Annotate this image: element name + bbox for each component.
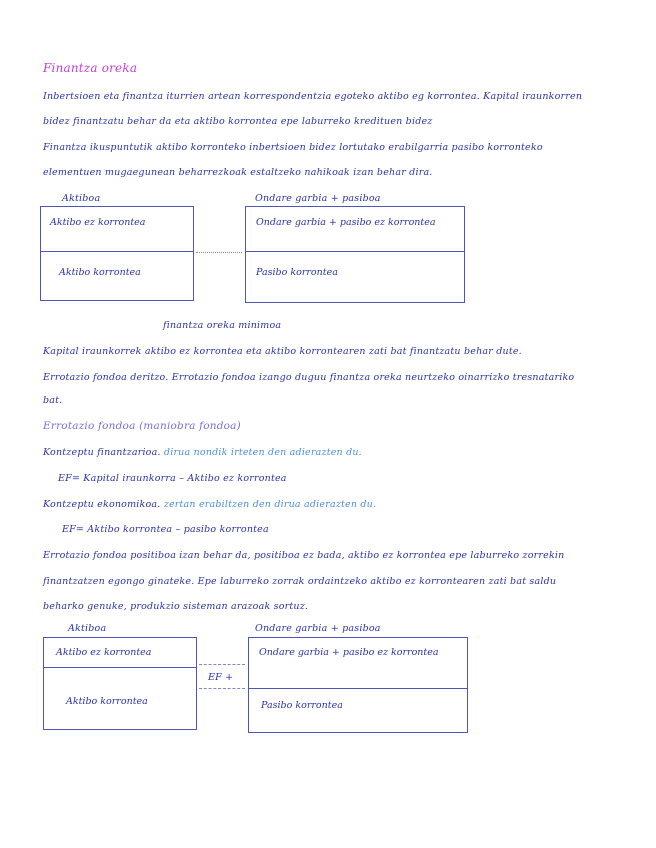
divider <box>41 251 193 252</box>
page-title: Finantza oreka <box>43 61 138 75</box>
diagram2-left-box <box>43 637 197 730</box>
diagram1-left-box <box>40 206 194 301</box>
paragraph-line: beharko genuke, produkzio sisteman arazoak sortuz. <box>43 601 309 612</box>
definition-description: dirua nondik irteten den adierazten du. <box>163 447 362 458</box>
diagram1-dotted-connector <box>196 252 242 253</box>
diagram1-right-header: Ondare garbia + pasiboa <box>255 193 381 204</box>
diagram2-right-bottom: Pasibo korrontea <box>261 700 343 711</box>
diagram1-caption: finantza oreka minimoa <box>163 320 282 331</box>
ef-label: EF + <box>208 672 234 683</box>
paragraph-line: Kapital iraunkorrek aktibo ez korrontea eta aktibo korrontearen zati bat finantzatu behar dute. <box>43 346 522 357</box>
diagram1-right-box <box>245 206 465 303</box>
paragraph-line: bidez finantzatu behar da eta aktibo korrontea epe laburreko kredituen bidez <box>43 116 433 127</box>
definition-1 <box>43 447 362 459</box>
definition-term: Kontzeptu finantzarioa. <box>43 447 161 458</box>
formula-2: EF= Aktibo korrontea – pasibo korrontea <box>62 524 269 535</box>
paragraph-line: Errotazio fondoa positiboa izan behar da, positiboa ez bada, aktibo ez korrontea epe laburreko zorrekin <box>43 550 565 561</box>
diagram1-left-header: Aktiboa <box>62 193 101 204</box>
section-subtitle: Errotazio fondoa (maniobra fondoa) <box>43 420 241 432</box>
definition-term: Kontzeptu ekonomikoa. <box>43 499 161 510</box>
paragraph-line: bat. <box>43 395 63 406</box>
ef-dashed-line-bottom <box>199 688 245 689</box>
diagram1-left-top: Aktibo ez korrontea <box>50 217 146 228</box>
ef-dashed-line-top <box>199 664 245 665</box>
paragraph-line: finantzatzen egongo ginateke. Epe laburreko zorrak ordaintzeko aktibo ez korrontearen zati bat saldu <box>43 576 557 587</box>
divider <box>44 667 196 668</box>
diagram2-left-bottom: Aktibo korrontea <box>66 696 148 707</box>
formula-1: EF= Kapital iraunkorra – Aktibo ez korrontea <box>58 473 287 484</box>
divider <box>246 251 464 252</box>
paragraph-line: Finantza ikuspuntutik aktibo korronteko inbertsioen bidez lortutako erabilgarria pasibo korronteko <box>43 142 543 153</box>
definition-2 <box>43 499 376 511</box>
diagram2-left-header: Aktiboa <box>68 623 107 634</box>
diagram2-right-box <box>248 637 468 733</box>
diagram1-left-bottom: Aktibo korrontea <box>59 267 141 278</box>
diagram1-right-bottom: Pasibo korrontea <box>256 267 338 278</box>
diagram1-right-top: Ondare garbia + pasibo ez korrontea <box>256 217 436 228</box>
diagram2-right-top: Ondare garbia + pasibo ez korrontea <box>259 647 439 658</box>
diagram2-left-top: Aktibo ez korrontea <box>56 647 152 658</box>
definition-description: zertan erabiltzen den dirua adierazten du. <box>163 499 377 510</box>
paragraph-line: Errotazio fondoa deritzo. Errotazio fondoa izango duguu finantza oreka neurtzeko oinarrizko tresnatariko <box>43 372 575 383</box>
diagram2-right-header: Ondare garbia + pasiboa <box>255 623 381 634</box>
divider <box>249 688 467 689</box>
paragraph-line: Inbertsioen eta finantza iturrien artean korrespondentzia egoteko aktibo eg korrontea. Kapital iraunkorren <box>43 91 583 102</box>
paragraph-line: elementuen mugaegunean beharrezkoak estaltzeko nahikoak izan behar dira. <box>43 167 433 178</box>
